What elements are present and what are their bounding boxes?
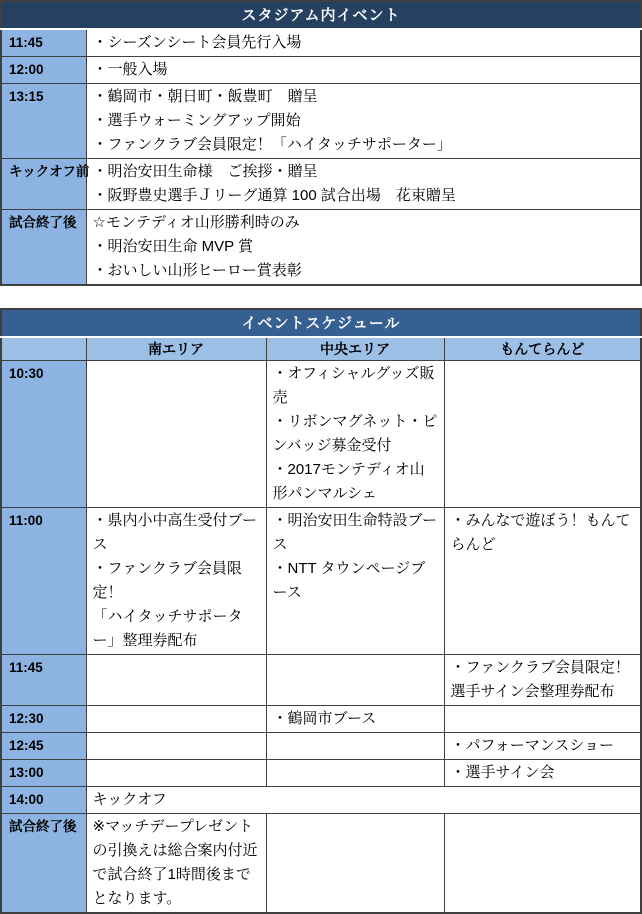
schedule-row [1,210,641,286]
event-schedule-table [0,308,642,914]
event-schedule-header-row [1,309,641,337]
event-line: ・おいしい山形ヒーロー賞表彰 [92,262,302,279]
stadium-events-header-row [1,1,641,29]
event-line: ・選手サイン会 [450,764,555,781]
event-line: 選手サイン会整理券配布 [450,683,615,700]
time-cell: 11:45 [1,29,86,57]
monteland-cell [444,706,641,733]
schedule-row [1,508,641,655]
event-line: ・ファンクラブ会員限定！「ハイタッチサポーター」 [92,136,452,153]
event-cell [86,57,641,84]
event-cell [86,84,641,159]
central-area-cell [266,814,444,914]
event-line: ・みんなで遊ぼう！もんてらんど [450,512,631,553]
south-area-cell [86,814,266,914]
monteland-cell [444,508,641,655]
time-cell: 12:45 [1,733,86,760]
schedule-row [1,29,641,57]
event-line: ・一般入場 [92,61,168,78]
schedule-row [1,57,641,84]
schedule-row [1,361,641,508]
event-line: ・鶴岡市ブース [272,710,377,727]
time-cell: 11:45 [1,655,86,706]
time-cell: 11:00 [1,508,86,655]
stadium-events-table [0,0,642,286]
event-line: ・ファンクラブ会員限定！ [450,659,630,676]
kickoff-cell: キックオフ [86,787,641,814]
event-line: ・県内小中高生受付ブース [92,512,258,553]
schedule-row [1,760,641,787]
column-header-central: 中央エリア [266,337,444,361]
event-line: ・リボンマグネット・ピンバッジ募金受付 [272,413,438,454]
event-line: ・明治安田生命 MVP 賞 [92,238,254,255]
event-schedule-title: イベントスケジュール [1,309,641,337]
area-column-header-row [1,337,641,361]
event-line: ・鶴岡市・朝日町・飯豊町 贈呈 [92,88,318,105]
monteland-cell [444,814,641,914]
event-line: ・明治安田生命特設ブース [272,512,438,553]
south-area-cell [86,760,266,787]
column-header-time [1,337,86,361]
event-line: ・シーズンシート会員先行入場 [92,34,302,51]
time-cell: キックオフ前 [1,159,86,210]
south-area-cell [86,508,266,655]
south-area-cell [86,655,266,706]
south-area-cell [86,706,266,733]
south-area-cell [86,733,266,760]
time-cell: 13:15 [1,84,86,159]
central-area-cell [266,508,444,655]
event-line: ・オフィシャルグッズ販売 [272,365,435,406]
schedule-row [1,814,641,914]
time-cell: 13:00 [1,760,86,787]
time-cell: 12:30 [1,706,86,733]
central-area-cell [266,733,444,760]
column-header-south: 南エリア [86,337,266,361]
event-line: ・ファンクラブ会員限定！ [92,560,242,601]
event-line: ・パフォーマンスショー [450,737,615,754]
monteland-cell [444,361,641,508]
monteland-cell [444,760,641,787]
monteland-cell [444,733,641,760]
event-line: ※マッチデープレゼントの引換えは総合案内付近で試合終了1時間後までとなります。 [92,818,258,907]
event-line: ・2017モンテディオ山形パンマルシェ [272,461,425,502]
central-area-cell [266,706,444,733]
time-cell: 試合終了後 [1,814,86,914]
central-area-cell [266,655,444,706]
event-cell [86,29,641,57]
central-area-cell [266,760,444,787]
column-header-monteland: もんてらんど [444,337,641,361]
schedule-row [1,655,641,706]
time-cell: 10:30 [1,361,86,508]
schedule-row [1,706,641,733]
schedule-row [1,733,641,760]
event-line: ・NTT タウンページブース [272,560,426,601]
event-cell [86,210,641,286]
stadium-events-title: スタジアム内イベント [1,1,641,29]
south-area-cell [86,361,266,508]
event-line: ・明治安田生命様 ご挨拶・贈呈 [92,163,318,180]
time-cell: 14:00 [1,787,86,814]
table-gap [0,286,640,308]
schedule-row [1,159,641,210]
event-line: 「ハイタッチサポーター」整理券配布 [92,608,243,649]
schedule-row [1,84,641,159]
event-line: ☆モンテディオ山形勝利時のみ [92,214,300,231]
schedule-row [1,787,641,814]
event-line: ・選手ウォーミングアップ開始 [92,112,301,129]
monteland-cell [444,655,641,706]
time-cell: 12:00 [1,57,86,84]
central-area-cell [266,361,444,508]
event-line: ・阪野豊史選手Ｊリーグ通算 100 試合出場 花束贈呈 [92,187,456,204]
time-cell: 試合終了後 [1,210,86,286]
event-cell [86,159,641,210]
